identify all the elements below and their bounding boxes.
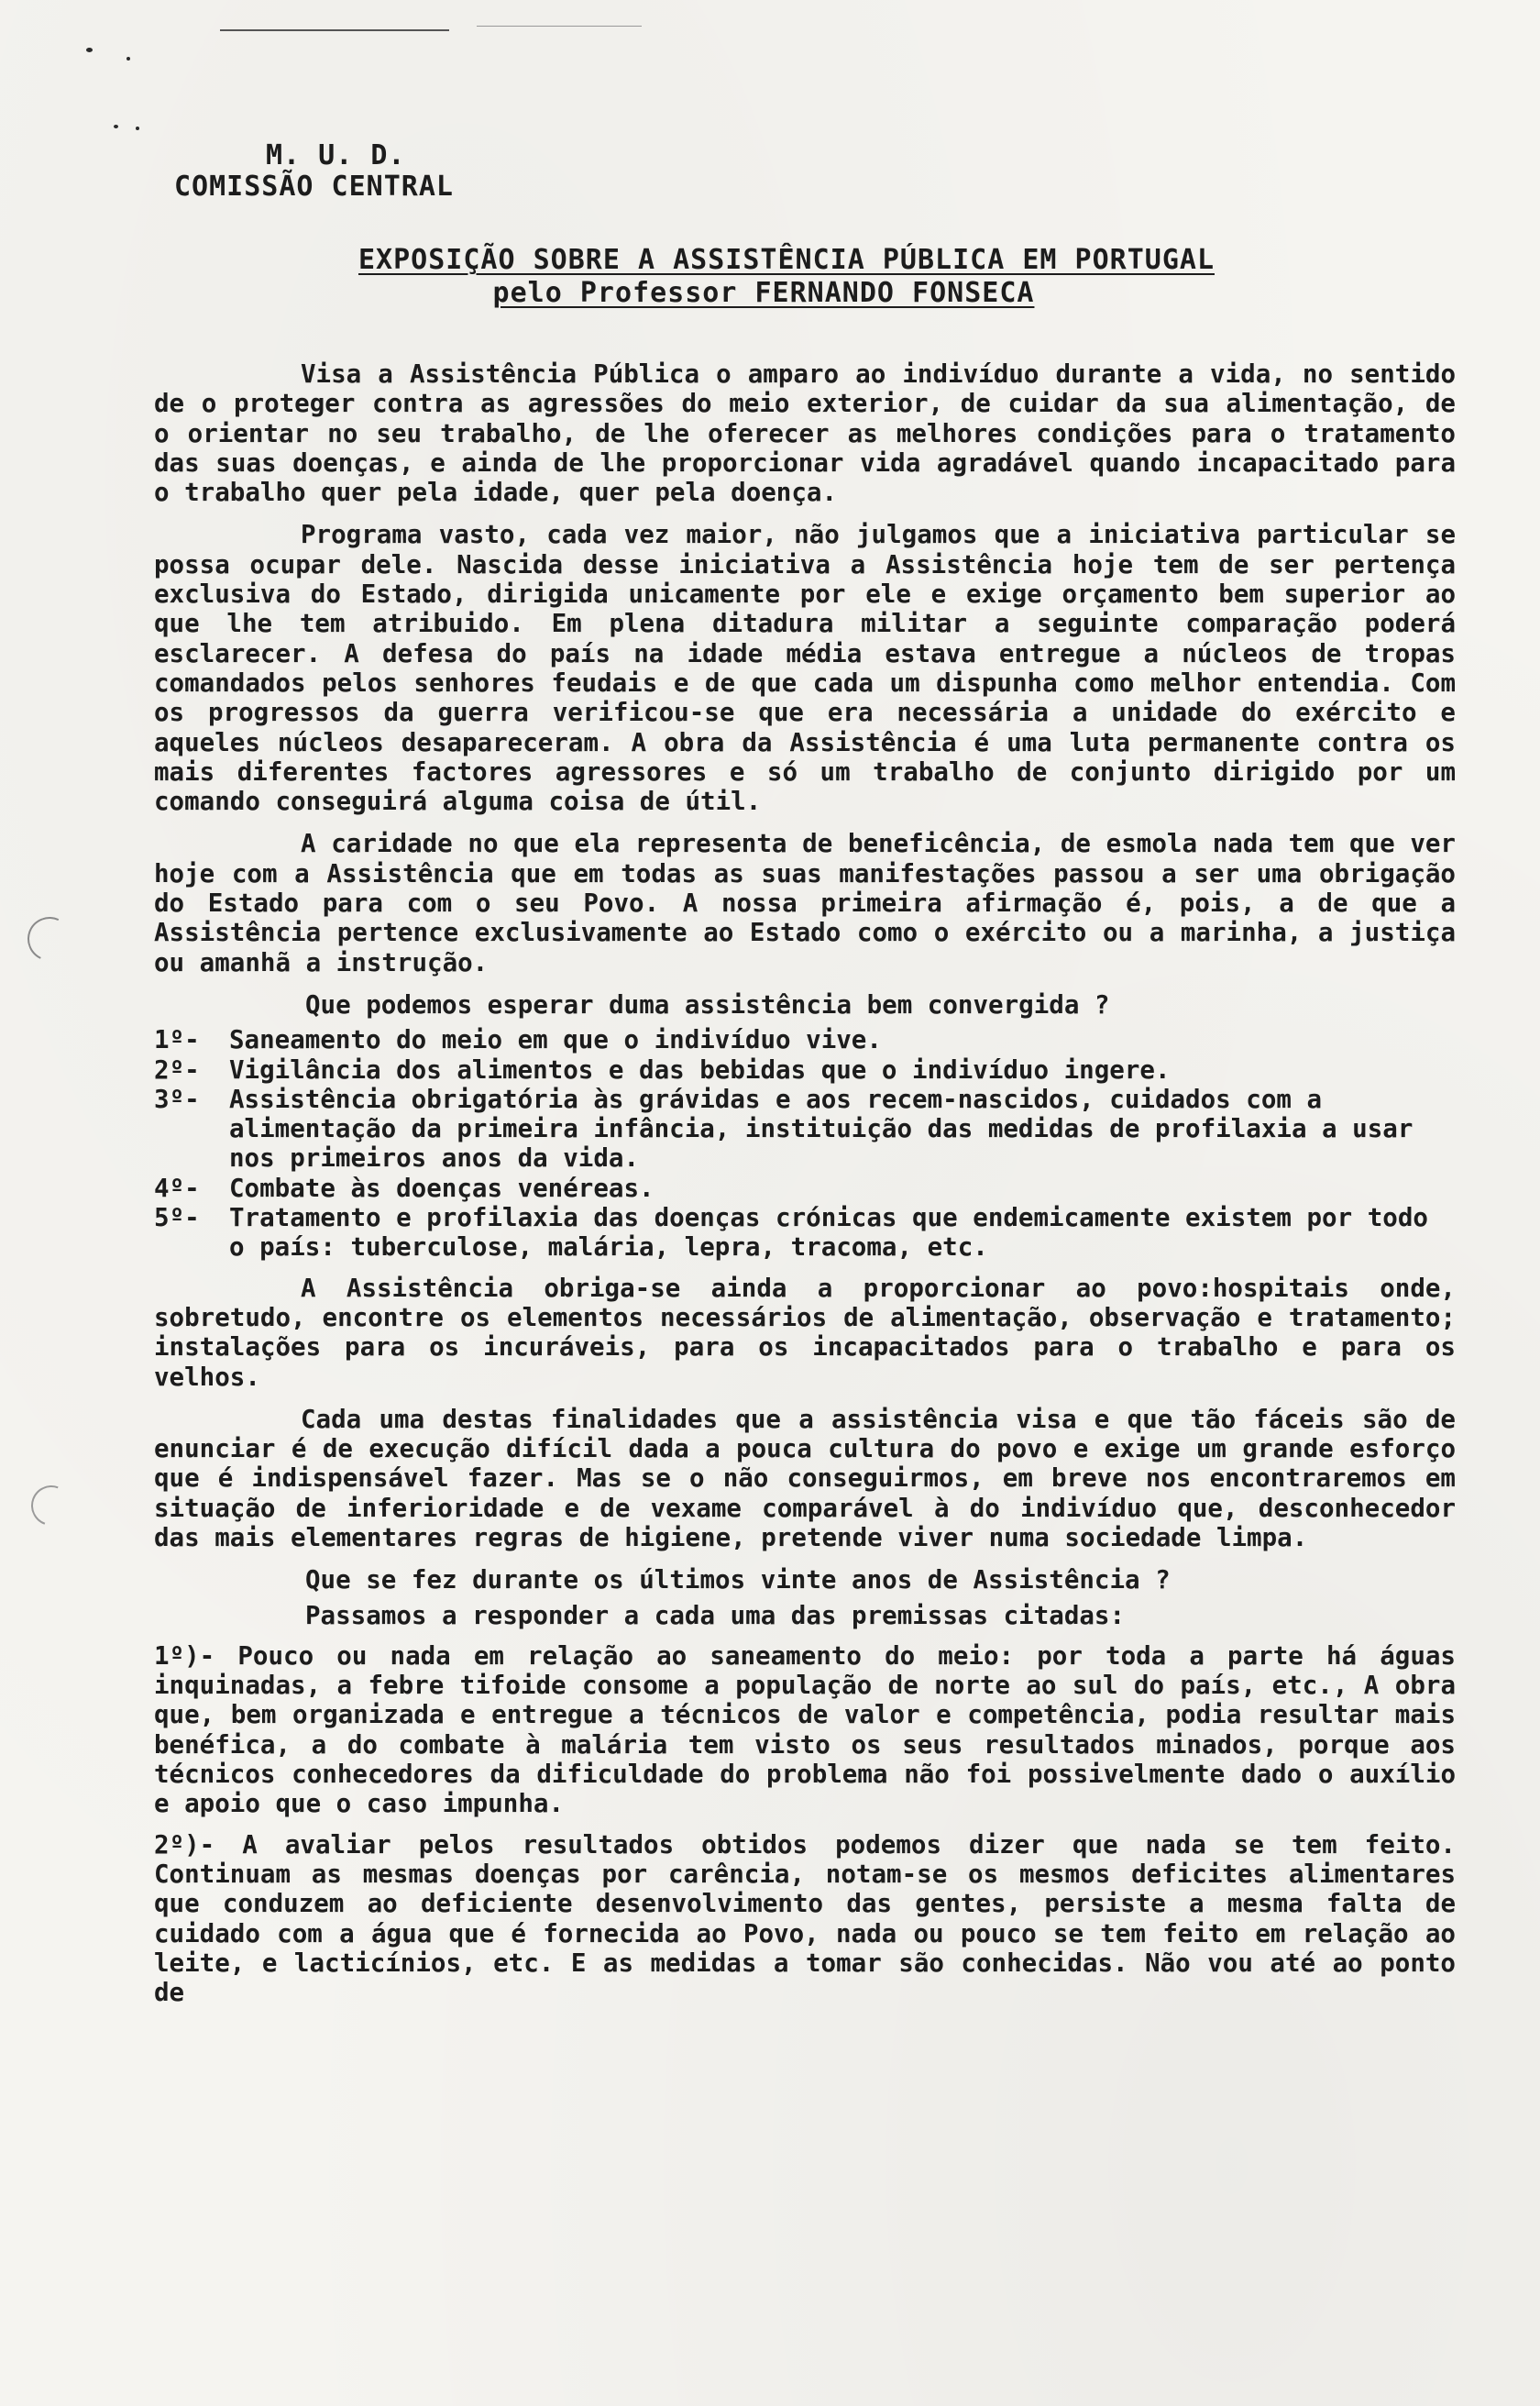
punch-hole-mark bbox=[25, 1479, 78, 1532]
scan-speck bbox=[86, 48, 93, 52]
list-item-text: Saneamento do meio em que o indivíduo vive. bbox=[229, 1025, 882, 1055]
numbered-response: 2º)- A avaliar pelos resultados obtidos podemos dizer que nada se tem feito. Continuam as mesmas doenças por carência, notam-se os mesmos deficites alimentares que conduzem ao deficiente desenvolvimento das gentes, persiste a mesma falta de cuidado com a água que é fornecida ao Povo, nada ou pouco se tem feito em relação ao leite, e lacticínios, etc. E as medidas a tomar são conhecidas. Não vou até ao ponto de bbox=[154, 1829, 1456, 2008]
list-item-number: 1º- bbox=[154, 1025, 200, 1055]
scan-mark bbox=[477, 26, 642, 27]
list-item-number: 5º- bbox=[154, 1203, 200, 1233]
paragraph: A caridade no que ela representa de beneficência, de esmola nada tem que ver hoje com a Assistência que em todas as suas manifestações passou a ser uma obrigação do Estado para com o seu Povo. A nossa primeira afirmação é, pois, a de que a Assistência pertence exclusivamente ao Estado como o exército ou a marinha, a justiça ou amanhã a instrução. bbox=[154, 829, 1456, 977]
list-item bbox=[154, 1085, 1456, 1174]
paragraph: Cada uma destas finalidades que a assistência visa e que tão fáceis são de enunciar é de execução difícil dada a pouca cultura do povo e exige um grande esforço que é indispensável fazer. Mas se o não conseguirmos, em breve nos encontraremos em situação de inferioridade e de vexame comparável à do indivíduo que, desconhecedor das mais elementares regras de higiene, pretende viver numa sociedade limpa. bbox=[154, 1404, 1456, 1552]
punch-hole-mark bbox=[21, 911, 78, 967]
numbered-response: 1º)- Pouco ou nada em relação ao saneamento do meio: por toda a parte há águas inquinadas, a febre tifoide consome a população de norte ao sul do país, etc., A obra que, bem organizada e entregue a técnicos de valor e competência, podia resultar mais benéfica, a do combate à malária tem visto os seus resultados minados, porque aos técnicos conhecedores da dificuldade do problema não foi possivelmente dado o auxílio e apoio que o caso impunha. bbox=[154, 1640, 1456, 1819]
question: Passamos a responder a cada uma das premissas citadas: bbox=[305, 1600, 1126, 1630]
scan-speck bbox=[114, 125, 118, 128]
list-item-number: 3º- bbox=[154, 1084, 200, 1114]
scan-speck bbox=[136, 127, 139, 130]
document-body bbox=[154, 359, 1456, 2018]
document-title: EXPOSIÇÃO SOBRE A ASSISTÊNCIA PÚBLICA EM PORTUGAL bbox=[358, 244, 1215, 276]
question: Que se fez durante os últimos vinte anos de Assistência ? bbox=[305, 1565, 1171, 1595]
paragraph: Visa a Assistência Pública o amparo ao indivíduo durante a vida, no sentido de o proteger contra as agressões do meio exterior, de cuidar da sua alimentação, de o orientar no seu trabalho, de lhe oferecer as melhores condições para o tratamento das suas doenças, e ainda de lhe proporcionar vida agradável quando incapacitado para o trabalho quer pela idade, quer pela doença. bbox=[154, 359, 1456, 508]
scan-speck bbox=[126, 57, 130, 61]
question: Que podemos esperar duma assistência bem convergida ? bbox=[305, 989, 1110, 1020]
list-item-text: Tratamento e profilaxia das doenças crónicas que endemicamente existem por todo o país: tuberculose, malária, lepra, tracoma, etc. bbox=[229, 1203, 1428, 1263]
objectives-list bbox=[154, 1025, 1456, 1262]
list-item-number: 2º- bbox=[154, 1054, 200, 1085]
list-item bbox=[154, 1055, 1456, 1085]
list-item-text: Vigilância dos alimentos e das bebidas que o indivíduo ingere. bbox=[229, 1054, 1171, 1085]
list-item bbox=[154, 1174, 1456, 1203]
paragraph: Programa vasto, cada vez maior, não julgamos que a iniciativa particular se possa ocupar dele. Nascida desse iniciativa a Assistência hoje tem de ser pertença exclusiva do Estado, dirigida unicamente por ele e exige orçamento bem superior ao que lhe tem atribuido. Em plena ditadura militar a seguinte comparação poderá esclarecer. A defesa do país na idade média estava entregue a núcleos de tropas comandados pelos senhores feudais e de que cada um dispunha como melhor entendia. Com os progressos da guerra verificou-se que era necessária a unidade do exército e aqueles núcleos desapareceram. A obra da Assistência é uma luta permanente contra os mais diferentes factores agressores e só um trabalho de conjunto dirigido por um comando conseguirá alguma coisa de útil. bbox=[154, 520, 1456, 817]
list-item-text: Assistência obrigatória às grávidas e aos recem-nascidos, cuidados com a alimentação da primeira infância, instituição das medidas de profilaxia a usar nos primeiros anos da vida. bbox=[229, 1084, 1414, 1174]
list-item-number: 4º- bbox=[154, 1173, 200, 1203]
document-author: pelo Professor FERNANDO FONSECA bbox=[492, 277, 1035, 309]
list-item-text: Combate às doenças venéreas. bbox=[229, 1173, 654, 1203]
org-committee: COMISSÃO CENTRAL bbox=[174, 171, 454, 203]
paragraph: A Assistência obriga-se ainda a proporcionar ao povo:hospitais onde, sobretudo, encontre os elementos necessários de alimentação, observação e tratamento; instalações para os incuráveis, para os incapacitados para o trabalho e para os velhos. bbox=[154, 1273, 1456, 1392]
scan-mark bbox=[220, 29, 449, 31]
list-item bbox=[154, 1203, 1456, 1263]
org-short-name: M. U. D. bbox=[266, 139, 406, 171]
list-item bbox=[154, 1025, 1456, 1054]
